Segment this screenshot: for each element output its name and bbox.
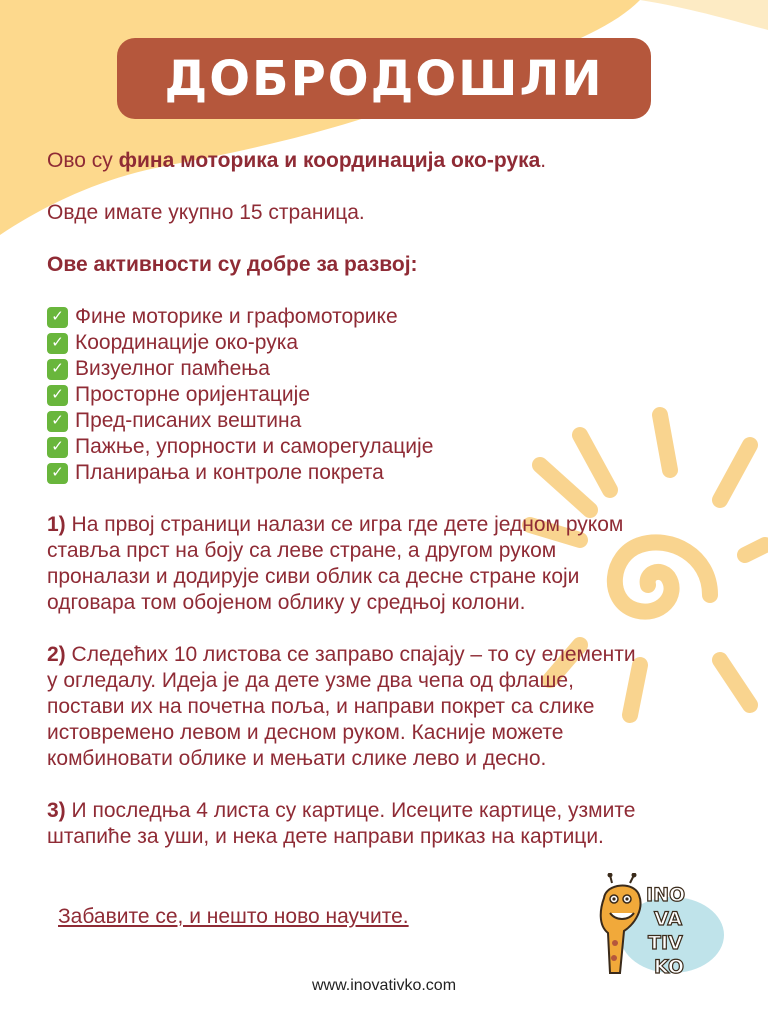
intro-prefix: Ово су (47, 149, 119, 172)
check-mark-icon: ✓ (47, 463, 68, 484)
section-1: 1) На првој страници налази се игра где дете једном руком ставља прст на боју са леве стране, а другом руком проналази и додирује сиви облик са десне стране који одговара том обојеном облику у средњој колони. (47, 513, 624, 614)
section-number: 3) (47, 799, 66, 822)
intro-suffix: . (540, 149, 547, 172)
check-mark-icon: ✓ (47, 385, 68, 406)
logo-letters-4: KO (654, 956, 685, 978)
benefits-list (47, 304, 737, 486)
check-mark-icon: ✓ (47, 307, 68, 328)
list-item: ✓ Планирања и контроле покрета (47, 460, 737, 486)
pages-count-line: Овде имате укупно 15 страница. (47, 201, 365, 224)
intro-paragraph (47, 148, 737, 174)
logo-letters-3: TIV (648, 932, 683, 954)
section-3: 3) И последња 4 листа су картице. Исеците картице, узмите штапиће за уши, и нека дете направи приказ на картици. (47, 799, 636, 848)
title-banner (117, 38, 651, 119)
check-mark-icon: ✓ (47, 359, 68, 380)
section-2: 2) Следећих 10 листова се заправо спајају – то су елементи у огледалу. Идеја је да дете узме два чепа од флаше, постави их на почетна поља, и направи покрет са слике истовремено левом и десном руком. Касније можете комбиновати облике и мењати слике лево и десно. (47, 643, 636, 770)
section-number: 1) (47, 513, 66, 536)
list-item: ✓ Пред-писаних вештина (47, 408, 737, 434)
check-mark-icon: ✓ (47, 411, 68, 432)
list-item: ✓ Пажње, упорности и саморегулације (47, 434, 737, 460)
giraffe-logo-icon (594, 873, 724, 983)
main-content (47, 148, 737, 850)
list-item: ✓ Координације око-рука (47, 330, 737, 356)
list-item: ✓ Фине моторике и графомоторике (47, 304, 737, 330)
check-mark-icon: ✓ (47, 437, 68, 458)
check-mark-icon: ✓ (47, 333, 68, 354)
page-title: ДОБРОДОШЛИ (164, 50, 604, 107)
benefits-heading: Ове активности су добре за развој: (47, 253, 418, 276)
intro-highlight: фина моторика и координација око-рука (118, 149, 541, 172)
section-number: 2) (47, 643, 66, 666)
footer-website[interactable]: www.inovativko.com (311, 977, 457, 994)
list-item: ✓ Просторне оријентације (47, 382, 737, 408)
closing-link[interactable]: Забавите се, и нешто ново научите. (58, 905, 409, 928)
logo-letters-2: VA (654, 908, 683, 930)
logo-letters-1: INO (646, 884, 686, 906)
list-item: ✓ Визуелног памћења (47, 356, 737, 382)
